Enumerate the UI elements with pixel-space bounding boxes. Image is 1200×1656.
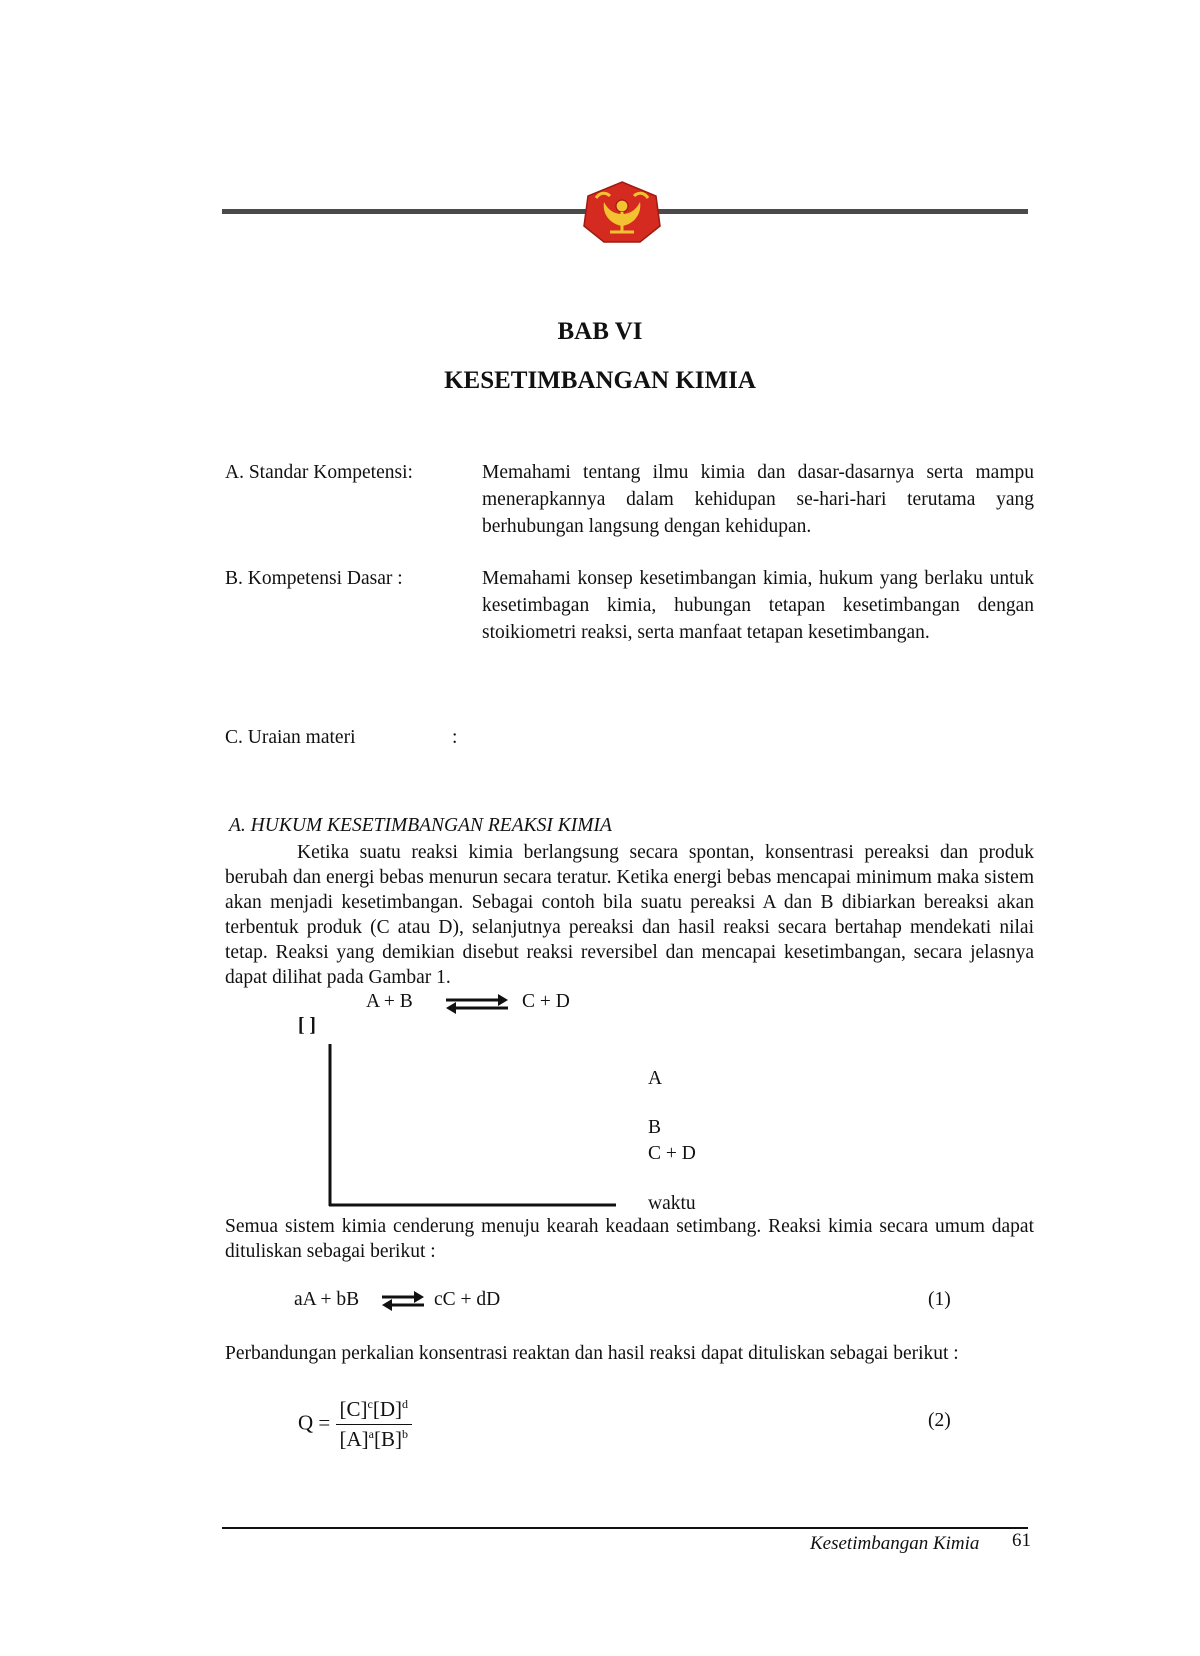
ratio-paragraph: Perbandungan perkalian konsentrasi reaktan dan hasil reaksi dapat dituliskan sebagai berikut : (225, 1343, 959, 1364)
equation1-number: (1) (928, 1289, 951, 1310)
equation2-number: (2) (928, 1410, 951, 1431)
footer-title: Kesetimbangan Kimia (810, 1533, 980, 1554)
page-number: 61 (1012, 1530, 1031, 1551)
footer-rule (222, 1527, 1028, 1529)
general-reaction-paragraph: Semua sistem kimia cenderung menuju kearah keadaan setimbang. Reaksi kimia secara umum dapat dituliskan sebagai berikut : (225, 1216, 1034, 1262)
legend-b: B (648, 1117, 662, 1138)
basic-competency-text: Memahami konsep kesetimbangan kimia, hukum yang berlaku untuk kesetimbagan kimia, hubungan tetapan kesetimbangan dengan stoikiometri reaksi, serta manfaat tetapan kesetimbangan. (482, 568, 1034, 643)
reaction-right: C + D (522, 991, 570, 1012)
standard-competency-label: A. Standar Kompetensi: (225, 462, 413, 483)
equilibrium-arrows-small-icon (380, 1290, 426, 1312)
section-paragraph-text: Ketika suatu reaksi kimia berlangsung secara spontan, konsentrasi pereaksi dan produk berubah dan energi bebas menurun secara teratur. Ketika energi bebas mencapai minimum maka sistem akan menjadi kesetimbangan. Sebagai contoh bila suatu pereaksi A dan B dibiarkan bereaksi akan terbentuk produk (C atau D), selanjutnya pereaksi dan hasil reaksi secara bertahap mendekati nilai tetap. Reaksi yang demikian disebut reaksi reversibel dan mencapai kesetimbangan, secara jelasnya dapat dilihat pada Gambar 1. (225, 842, 1034, 988)
chapter-title: KESETIMBANGAN KIMIA (444, 367, 756, 394)
section-heading: A. HUKUM KESETIMBANGAN REAKSI KIMIA (229, 815, 612, 836)
standard-competency-text: Memahami tentang ilmu kimia dan dasar-dasarnya serta mampu menerapkannya dalam kehidupan se-hari-hari terutama yang berhubungan langsung dengan kehidupan. (482, 462, 1034, 537)
equation2-fraction (336, 1397, 412, 1452)
chapter-label: BAB VI (557, 318, 643, 345)
legend-a: A (648, 1068, 663, 1089)
x-axis-label: waktu (648, 1193, 696, 1214)
equation1-right: cC + dD (434, 1289, 501, 1310)
uraian-label: C. Uraian materi (225, 727, 356, 748)
reaction-left: A + B (366, 991, 413, 1012)
equilibrium-arrows-icon (444, 993, 510, 1015)
university-logo-icon (582, 180, 662, 244)
basic-competency-label: B. Kompetensi Dasar : (225, 568, 403, 589)
equation2-lhs: Q = (298, 1410, 331, 1435)
equation2-numerator: $[C]^c[D]^d$ (336, 1397, 412, 1425)
equation1-left: aA + bB (294, 1289, 360, 1310)
equation2-denominator: $[A]^a[B]^b$ (339, 1427, 408, 1451)
section-paragraph (225, 840, 1034, 990)
legend-cd: C + D (648, 1143, 696, 1164)
equation2 (298, 1397, 412, 1452)
concentration-time-plot (324, 1044, 624, 1210)
uraian-colon: : (452, 727, 458, 748)
y-axis-label: [ ] (298, 1015, 316, 1036)
